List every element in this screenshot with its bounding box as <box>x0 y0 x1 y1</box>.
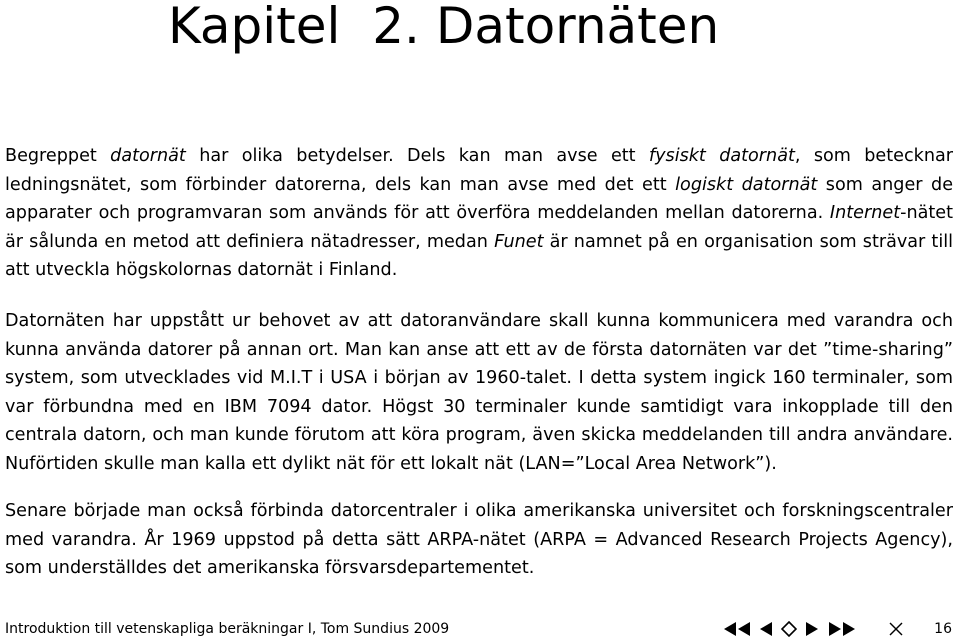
text-run: som anger de apparater och programvaran som används för att överföra meddelanden mellan datorerna. <box>5 174 954 223</box>
footer <box>5 619 952 641</box>
close-icon[interactable] <box>884 621 908 637</box>
next-page-icon[interactable] <box>800 621 824 637</box>
text-run: Datornäten har uppstått ur behovet av att datoranvändare skall kunna kommunicera med varandra och kunna använda datorer på annan ort. Man kan anse att ett av de första datornäten var det ”time-sharing” system, som utvecklades vid M.I.T i USA i början av 1960-talet. I detta system ingick 160 terminaler, som var förbundna med en IBM 7094 dator. Högst 30 terminaler kunde samtidigt vara inkopplade till den centrala datorn, och man kunde förutom att köra program, även skicka meddelanden till andra användare. Nuförtiden skulle man kalla ett dylikt nät för ett lokalt nät (LAN=”Local Area Network”). <box>5 311 953 474</box>
page-number: 16 <box>934 621 952 637</box>
emphasized-term: Funet <box>494 231 544 252</box>
next-section-icon[interactable] <box>824 621 860 637</box>
previous-section-icon[interactable] <box>754 621 778 637</box>
text-run: -nätet är sålunda en metod att definiera nätadresser, medan <box>5 203 953 252</box>
text-run: Begreppet <box>5 146 111 166</box>
navigation-controls <box>720 619 908 639</box>
paragraph-intro <box>5 142 953 285</box>
paragraph-arpanet <box>5 497 953 583</box>
paragraph-history <box>5 307 953 478</box>
first-page-icon[interactable] <box>720 621 754 637</box>
emphasized-term: datornät <box>110 146 186 166</box>
emphasized-term: fysiskt datornät <box>648 146 795 166</box>
footer-text: Introduktion till vetenskapliga beräkningar I, Tom Sundius 2009 <box>5 621 450 637</box>
page-title: Kapitel 2. Datornäten <box>168 0 720 55</box>
text-run: är namnet på en organisation som strävar till att utveckla högskolornas datornät i Finland. <box>5 231 953 280</box>
text-run: , som betecknar ledningsnätet, som förbinder datorerna, dels kan man avse med det ett <box>5 146 953 195</box>
text-run: Senare började man också förbinda datorcentraler i olika amerikanska universitet och forskningscentraler med varandra. År 1969 uppstod på detta sätt ARPA-nätet (ARPA = Advanced Research Projects Agency), som underställdes det amerikanska försvarsdepartementet. <box>5 501 953 578</box>
emphasized-term: Internet <box>829 203 901 223</box>
emphasized-term: logiskt datornät <box>675 174 818 195</box>
go-back-icon[interactable] <box>778 621 800 637</box>
text-run: har olika betydelser. Dels kan man avse ett <box>185 146 649 166</box>
